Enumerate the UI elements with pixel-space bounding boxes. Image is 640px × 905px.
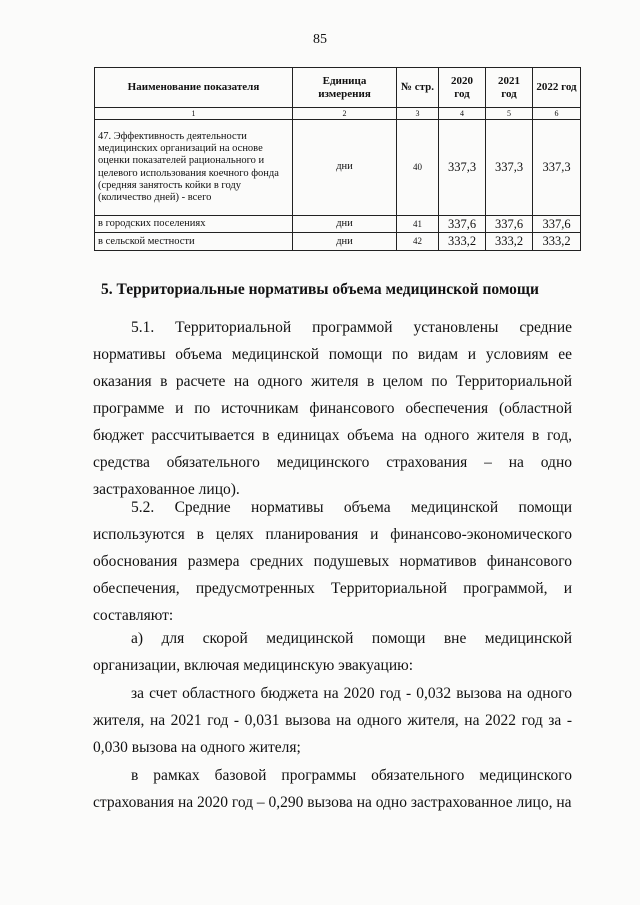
- column-number: 1: [95, 108, 293, 120]
- row-value-2021: 337,3: [486, 120, 533, 216]
- header-name: Наименование показателя: [95, 68, 293, 108]
- header-2021: 2021 год: [486, 68, 533, 108]
- column-number: 5: [486, 108, 533, 120]
- header-page: № стр.: [397, 68, 439, 108]
- table-row: [95, 233, 581, 250]
- row-value-2022: 333,2: [533, 233, 581, 250]
- column-numbers-row: [95, 108, 581, 120]
- row-value-2020: 337,6: [439, 216, 486, 233]
- table-header-row: [95, 68, 581, 108]
- row-unit: дни: [293, 216, 397, 233]
- row-page: 42: [397, 233, 439, 250]
- paragraph-regional-budget: за счет областного бюджета на 2020 год - 0,032 вызова на одного жителя, на 2021 год - 0,031 вызова на одного жителя, на 2022 год за - 0,030 вызова на одного жителя;: [93, 685, 572, 756]
- row-name: 47. Эффективность деятельности медицинских организаций на основе оценки показателей рационального и целевого использования коечного фонда (средняя занятость койки в году (количество дней) - всего: [95, 120, 293, 216]
- header-2020: 2020 год: [439, 68, 486, 108]
- column-number: 4: [439, 108, 486, 120]
- row-value-2022: 337,3: [533, 120, 581, 216]
- paragraph-oms: в рамках базовой программы обязательного медицинского страхования на 2020 год – 0,290 вызова на одно застрахованное лицо, на: [93, 767, 572, 811]
- row-value-2020: 337,3: [439, 120, 486, 216]
- indicators-table: [94, 67, 581, 251]
- table-row: [95, 216, 581, 233]
- paragraph-5-1: 5.1. Территориальной программой установлены средние нормативы объема медицинской помощи по видам и условиям ее оказания в расчете на одного жителя в целом по Территориальной программе и по источникам финансового обеспечения (областной бюджет рассчитывается в единицах объема на одного жителя в год, средства обязательного медицинского страхования – на одно застрахованное лицо).: [93, 319, 572, 498]
- column-number: 2: [293, 108, 397, 120]
- row-value-2021: 333,2: [486, 233, 533, 250]
- column-number: 6: [533, 108, 581, 120]
- row-unit: дни: [293, 120, 397, 216]
- section-title: 5. Территориальные нормативы объема медицинской помощи: [101, 281, 539, 298]
- column-number: 3: [397, 108, 439, 120]
- row-page: 41: [397, 216, 439, 233]
- row-value-2021: 337,6: [486, 216, 533, 233]
- header-2022: 2022 год: [533, 68, 581, 108]
- table-row: [95, 120, 581, 216]
- row-value-2020: 333,2: [439, 233, 486, 250]
- row-name: в сельской местности: [95, 233, 293, 250]
- page-number: 85: [313, 32, 327, 47]
- paragraph-5-2: 5.2. Средние нормативы объема медицинской помощи используются в целях планирования и финансово-экономического обоснования размера средних подушевых нормативов финансового обеспечения, предусмотренных Территориальной программой, и составляют:: [93, 499, 572, 624]
- paragraph-a: а) для скорой медицинской помощи вне медицинской организации, включая медицинскую эвакуацию:: [93, 630, 572, 674]
- row-value-2022: 337,6: [533, 216, 581, 233]
- header-unit: Единица измерения: [293, 68, 397, 108]
- row-name: в городских поселениях: [95, 216, 293, 233]
- row-page: 40: [397, 120, 439, 216]
- row-unit: дни: [293, 233, 397, 250]
